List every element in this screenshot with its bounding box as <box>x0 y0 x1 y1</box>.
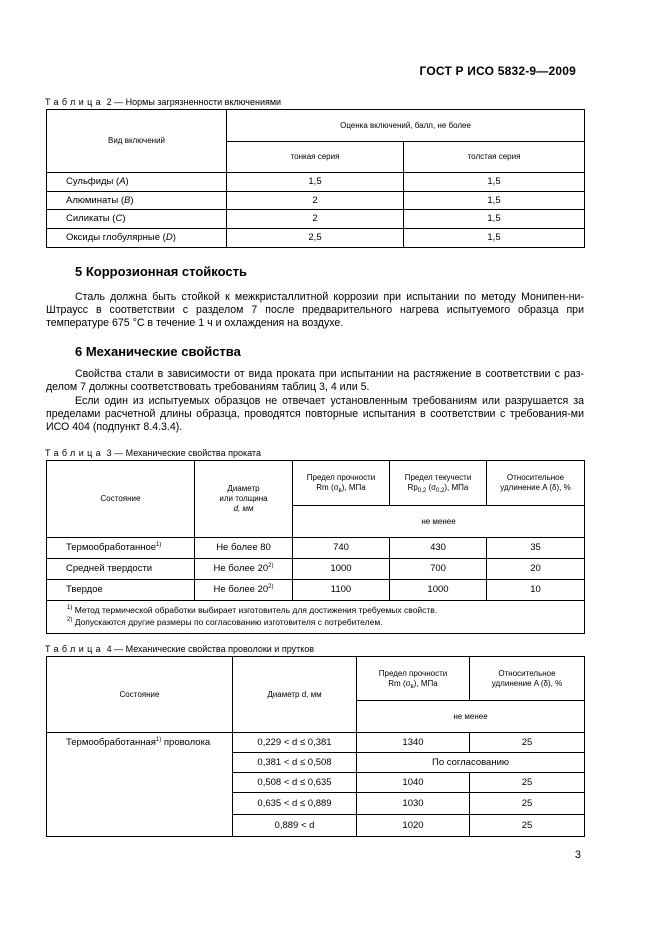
cell-thick: 1,5 <box>404 229 585 248</box>
cell-diameter: Не более 20$^{2)}$ <box>195 580 293 601</box>
cell-strength: 1100 <box>293 580 390 601</box>
cell-diameter: 0,508 < d ≤ 0,635 <box>233 773 357 793</box>
table3-caption-word: Таблица <box>45 448 105 458</box>
table4-caption <box>45 644 314 654</box>
table3-header-strength: Предел прочности Rm $(\sigma_в)$, МПа <box>293 461 390 506</box>
section5-heading: 5 Коррозионная стойкость <box>75 264 247 279</box>
cell-strength: 1020 <box>357 815 470 837</box>
cell-elongation: 35 <box>487 538 585 559</box>
table4-caption-word: Таблица <box>45 644 105 654</box>
cell-diameter: Не более 20$^{2)}$ <box>195 559 293 580</box>
cell-yield: 1000 <box>390 580 487 601</box>
cell-state: Термообработанное$^{1)}$ <box>47 538 195 559</box>
table-row <box>47 210 585 229</box>
cell-diameter: 0,229 < d ≤ 0,381 <box>233 733 357 753</box>
cell-elongation: 25 <box>470 793 585 815</box>
table2-header-thin: тонкая серия <box>227 142 404 173</box>
table-row <box>47 559 585 580</box>
section6-heading: 6 Механические свойства <box>75 344 241 359</box>
section6-paragraph-2: Если один из испытуемых образцов не отвечает установленным требованиям или разрушается за пределами расчетной длины образца, проводятся повторные испытания в соответствии с требования-ми ИСО 404 (подпункт 8.4.3.4). <box>46 395 584 433</box>
cell-strength: 1000 <box>293 559 390 580</box>
table2-caption-text: 2 — Нормы загрязненности включениями <box>106 97 282 107</box>
table-row <box>47 229 585 248</box>
table3-caption <box>45 448 261 458</box>
cell-strength: 740 <box>293 538 390 559</box>
cell-merged: По согласованию <box>357 753 585 773</box>
table4-header-min: не менее <box>357 701 585 733</box>
table-row <box>47 173 585 192</box>
table4 <box>46 656 585 837</box>
footnote-1: $^{1)}$ Метод термической обработки выбирает изготовитель для достижения требуемых свойств. <box>67 605 438 615</box>
cell-diameter: 0,889 < d <box>233 815 357 837</box>
cell-elongation: 25 <box>470 733 585 753</box>
table4-header-elongation: Относительное удлинение A (δ), % <box>470 657 585 701</box>
table2-caption <box>45 97 281 107</box>
table3-header-diameter: Диаметр или толщина d, мм <box>195 461 293 538</box>
cell-name: Алюминаты (B) <box>47 192 227 210</box>
cell-thick: 1,5 <box>404 192 585 210</box>
cell-diameter: 0,635 < d ≤ 0,889 <box>233 793 357 815</box>
cell-thin: 2 <box>227 192 404 210</box>
table-row <box>47 538 585 559</box>
cell-diameter: 0,381 < d ≤ 0,508 <box>233 753 357 773</box>
cell-thick: 1,5 <box>404 173 585 192</box>
cell-yield: 700 <box>390 559 487 580</box>
table4-header-diameter: Диаметр d, мм <box>233 657 357 733</box>
table3-header-elongation: Относительное удлинение A (δ), % <box>487 461 585 506</box>
table2-header-kind: Вид включений <box>47 110 227 173</box>
table2-header-group: Оценка включений, балл, не более <box>227 110 585 142</box>
table-row <box>47 733 585 753</box>
table4-header-strength: Предел прочности Rm $(\sigma_в)$, МПа <box>357 657 470 701</box>
table3-header-state: Состояние <box>47 461 195 538</box>
cell-state: Твердое <box>47 580 195 601</box>
cell-elongation: 25 <box>470 815 585 837</box>
section6-paragraph-1: Свойства стали в зависимости от вида проката при испытании на растяжение в соответствии с раз-делом 7 должны соответствовать требованиям таблиц 3, 4 или 5. <box>46 368 584 393</box>
table2-caption-word: Таблица <box>45 97 105 107</box>
table2 <box>46 109 585 248</box>
table4-header-state: Состояние <box>47 657 233 733</box>
standard-number: ГОСТ Р ИСО 5832-9—2009 <box>419 64 576 78</box>
cell-state: Средней твердости <box>47 559 195 580</box>
cell-thin: 1,5 <box>227 173 404 192</box>
table4-caption-text: 4 — Механические свойства проволоки и прутков <box>106 644 315 654</box>
table2-header-thick: толстая серия <box>404 142 585 173</box>
cell-elongation: 10 <box>487 580 585 601</box>
cell-elongation: 25 <box>470 773 585 793</box>
table3 <box>46 460 585 634</box>
table3-header-min: не менее <box>293 506 585 538</box>
table-row <box>47 580 585 601</box>
table3-caption-text: 3 — Механические свойства проката <box>106 448 261 458</box>
cell-name: Силикаты (C) <box>47 210 227 229</box>
cell-name: Оксиды глобулярные (D) <box>47 229 227 248</box>
cell-thick: 1,5 <box>404 210 585 229</box>
table-row <box>47 192 585 210</box>
cell-thin: 2,5 <box>227 229 404 248</box>
cell-yield: 430 <box>390 538 487 559</box>
cell-state: Термообработанная$^{1)}$ проволока <box>47 733 233 837</box>
cell-elongation: 20 <box>487 559 585 580</box>
cell-strength: 1340 <box>357 733 470 753</box>
table3-header-yield: Предел текучести $Rp_{0,2}$ $(\sigma_{0,2})$, МПа <box>390 461 487 506</box>
footnote-2: $^{2)}$ Допускаются другие размеры по согласованию изготовителя с потребителем. <box>67 616 383 627</box>
cell-thin: 2 <box>227 210 404 229</box>
section5-paragraph: Сталь должна быть стойкой к межкристаллитной коррозии при испытании по методу Монипен-ни-Штраусс в соответствии с разделом 7 после предварительного нагрева испытуемого образца при температуре 675 °С в течение 1 ч и охлаждения на воздухе. <box>46 291 584 329</box>
cell-strength: 1040 <box>357 773 470 793</box>
cell-diameter: Не более 80 <box>195 538 293 559</box>
cell-strength: 1030 <box>357 793 470 815</box>
cell-name: Сульфиды (A) <box>47 173 227 192</box>
table3-footnotes <box>47 601 585 634</box>
page-number: 3 <box>574 849 581 861</box>
